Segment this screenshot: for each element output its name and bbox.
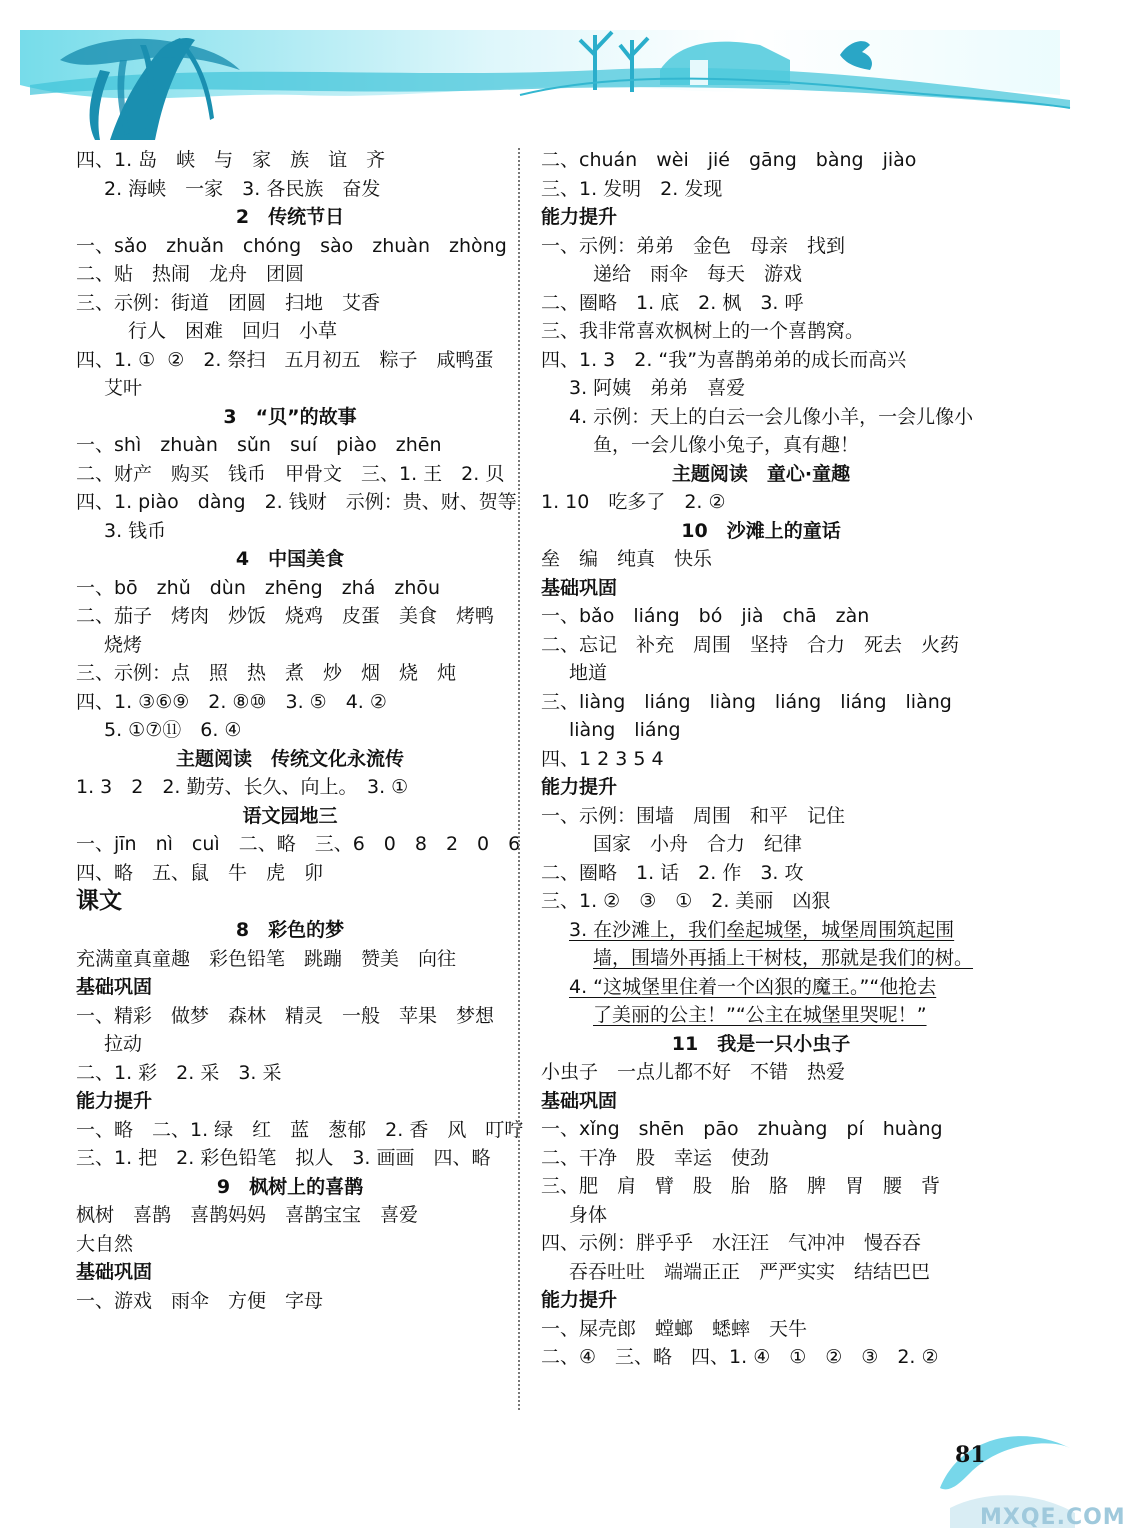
answer-line: 四、1. ① ② 2. 祭扫 五月初五 粽子 咸鸭蛋 (76, 348, 494, 371)
lesson-title: 主题阅读 童心·童趣 (671, 462, 851, 485)
answer-line: 5. ①⑦⑪ 6. ④ (104, 719, 242, 741)
section-subheading: 能力提升 (541, 776, 618, 798)
section-subheading: 基础巩固 (541, 1089, 618, 1112)
section-subheading: 能力提升 (541, 1289, 618, 1311)
answer-line: 二、圈略 1. 话 2. 作 3. 攻 (541, 861, 804, 884)
answer-line: 四、1. 3 2. “我”为喜鹊弟弟的成长而高兴 (541, 348, 907, 371)
answer-line: 吞吞吐吐 端端正正 严严实实 结结巴巴 (569, 1260, 931, 1283)
lesson-title: 4 中国美食 (235, 548, 345, 570)
answer-line: 三、1. 发明 2. 发现 (541, 177, 723, 200)
answer-line: 垒 编 纯真 快乐 (541, 548, 713, 570)
watermark-text: MXQE.COM (980, 1505, 1126, 1530)
section-subheading: 基础巩固 (541, 576, 618, 599)
answer-line: 拉动 (104, 1033, 143, 1055)
answer-line: 二、④ 三、略 四、1. ④ ① ② ③ 2. ② (541, 1346, 939, 1368)
answer-line: 一、xǐng shēn pāo zhuàng pí huàng (541, 1118, 943, 1140)
lesson-title: 2 传统节日 (235, 206, 345, 228)
answer-line: 递给 雨伞 每天 游戏 (593, 263, 803, 285)
answer-line: 三、示例：街道 团圆 扫地 艾香 (76, 291, 381, 314)
answer-line: 二、茄子 烤肉 炒饭 烧鸡 皮蛋 美食 烤鸭 (76, 605, 495, 627)
answer-line: 三、1. ② ③ ① 2. 美丽 凶狠 (541, 890, 831, 912)
answer-line: 四、1. piào dàng 2. 钱财 示例：贵、财、贺等 (76, 491, 517, 513)
answer-line: 行人 困难 回归 小草 (128, 320, 338, 342)
answer-line: 二、贴 热闹 龙舟 团圆 (76, 263, 305, 285)
section-subheading: 基础巩固 (76, 976, 153, 998)
lesson-title: 11 我是一只小虫子 (671, 1032, 851, 1055)
answer-line: 二、chuán wèi jié gāng bàng jiào (541, 149, 917, 171)
answer-line: 三、1. 把 2. 彩色铅笔 拟人 3. 画画 四、略 (76, 1147, 491, 1169)
answer-line: 一、游戏 雨伞 方便 字母 (76, 1289, 324, 1312)
page-number: 81 (955, 1442, 986, 1468)
answer-line: 二、财产 购买 钱币 甲骨文 三、1. 王 2. 贝 (76, 462, 505, 485)
answer-line: 二、圈略 1. 底 2. 枫 3. 呼 (541, 291, 804, 314)
answer-line: 一、精彩 做梦 森林 精灵 一般 苹果 梦想 (76, 1004, 495, 1027)
answer-line: 墙，围墙外再插上干树枝，那就是我们的树。 (593, 947, 974, 969)
answer-line: 一、略 二、1. 绿 红 蓝 葱郁 2. 香 风 叮咛 (76, 1118, 524, 1141)
answer-line: 二、1. 彩 2. 采 3. 采 (76, 1061, 282, 1084)
answer-line: 4. 示例：天上的白云一会儿像小羊，一会儿像小 (569, 405, 974, 428)
answer-line: 四、1. ③⑥⑨ 2. ⑧⑩ 3. ⑤ 4. ② (76, 690, 387, 713)
answer-line: 一、sǎo zhuǎn chóng sào zhuàn zhòng (76, 234, 507, 257)
lesson-title: 9 枫树上的喜鹊 (216, 1175, 364, 1198)
answer-line: 4. “这城堡里住着一个凶狠的魔王。”“他抢去 (569, 975, 937, 998)
answer-column-left (76, 146, 524, 1315)
answer-line: 一、屎壳郎 螳螂 蟋蟀 天牛 (541, 1317, 808, 1340)
answer-line: 艾叶 (104, 377, 143, 399)
answer-column-right (541, 146, 981, 1372)
answer-line: 3. 在沙滩上，我们垒起城堡，城堡周围筑起围 (569, 918, 955, 941)
answer-line: 一、bǎo liáng bó jià chā zàn (541, 605, 870, 627)
lesson-title: 3 “贝”的故事 (223, 405, 357, 428)
answer-line: 一、bō zhǔ dùn zhēng zhá zhōu (76, 576, 441, 599)
answer-line: 二、忘记 补充 周围 坚持 合力 死去 火药 (541, 633, 960, 656)
answer-line: 1. 3 2 2. 勤劳、长久、向上。 3. ① (76, 776, 409, 798)
answer-line: 枫树 喜鹊 喜鹊妈妈 喜鹊宝宝 喜爱 (76, 1204, 419, 1226)
answer-line: 一、示例：围墙 周围 和平 记住 (541, 804, 846, 827)
answer-line: 四、略 五、鼠 牛 虎 卯 (76, 861, 324, 884)
answer-line: 3. 阿姨 弟弟 喜爱 (569, 377, 746, 399)
lesson-title: 语文园地三 (242, 804, 338, 827)
answer-line: 四、示例：胖乎乎 水汪汪 气冲冲 慢吞吞 (541, 1232, 922, 1254)
answer-line: 1. 10 吃多了 2. ② (541, 491, 726, 513)
answer-line: 三、我非常喜欢枫树上的一个喜鹊窝。 (541, 320, 865, 342)
answer-line: 三、肥 肩 臂 股 胎 胳 脾 胃 腰 背 (541, 1175, 941, 1197)
answer-line: 鱼，一会儿像小兔子，真有趣！ (593, 434, 860, 456)
answer-line: 一、jīn nì cuì 二、略 三、6 0 8 2 0 6 (76, 833, 521, 855)
header-banner-illustration (0, 0, 1086, 145)
lesson-title: 10 沙滩上的童话 (681, 519, 841, 542)
answer-line: 地道 (569, 662, 608, 684)
answer-line: 四、1. 岛 峡 与 家 族 谊 齐 (76, 149, 386, 171)
answer-line: 3. 钱币 (104, 519, 167, 542)
answer-line: 四、1 2 3 5 4 (541, 747, 664, 770)
part-heading: 课文 (76, 888, 122, 914)
answer-line: 三、liàng liáng liàng liáng liáng liàng (541, 690, 952, 713)
lesson-title: 8 彩色的梦 (235, 919, 345, 941)
answer-line: 2. 海峡 一家 3. 各民族 奋发 (104, 177, 381, 200)
answer-line: 二、干净 股 幸运 使劲 (541, 1146, 770, 1169)
column-divider (518, 148, 520, 1410)
answer-line: 小虫子 一点儿都不好 不错 热爱 (541, 1061, 846, 1083)
answer-line: 了美丽的公主！”“公主在城堡里哭呢！” (593, 1004, 927, 1026)
answer-line: 一、shì zhuàn sǔn suí piào zhēn (76, 434, 442, 456)
answer-line: 身体 (569, 1203, 608, 1226)
lesson-title: 主题阅读 传统文化永流传 (175, 747, 404, 770)
answer-line: 一、示例：弟弟 金色 母亲 找到 (541, 234, 846, 257)
section-subheading: 基础巩固 (76, 1261, 153, 1283)
answer-line: 国家 小舟 合力 纪律 (593, 833, 803, 855)
section-subheading: 能力提升 (76, 1090, 153, 1112)
answer-line: liàng liáng (569, 719, 681, 741)
section-subheading: 能力提升 (541, 206, 618, 228)
answer-line: 烧烤 (104, 633, 143, 656)
answer-line: 充满童真童趣 彩色铅笔 跳蹦 赞美 向往 (76, 947, 457, 970)
answer-line: 大自然 (76, 1232, 134, 1255)
answer-line: 三、示例：点 照 热 煮 炒 烟 烧 炖 (76, 662, 457, 684)
